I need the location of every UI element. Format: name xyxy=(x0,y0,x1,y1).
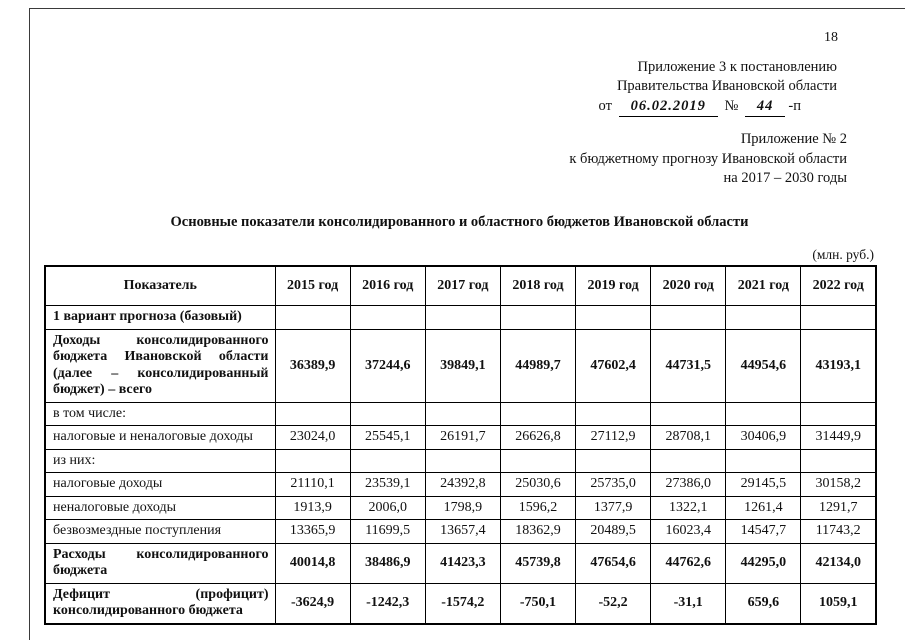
value-cell: -750,1 xyxy=(500,583,575,624)
year-column-header: 2021 год xyxy=(726,266,801,306)
value-cell: 44954,6 xyxy=(726,329,801,402)
value-cell xyxy=(350,449,425,473)
resolution-date-line xyxy=(44,97,801,117)
value-cell: 21110,1 xyxy=(275,473,350,497)
number-suffix-label: -п xyxy=(788,98,801,115)
value-cell: -1574,2 xyxy=(425,583,500,624)
document-title: Основные показатели консолидированного и областного бюджетов Ивановской области xyxy=(170,213,749,230)
value-cell: 1322,1 xyxy=(651,496,726,520)
indicator-label-cell: налоговые доходы xyxy=(45,473,275,497)
value-cell: 44762,6 xyxy=(651,543,726,583)
year-column-header: 2022 год xyxy=(801,266,876,306)
value-cell xyxy=(425,402,500,426)
indicator-label-cell: 1 вариант прогноза (базовый) xyxy=(45,306,275,330)
value-cell: 11699,5 xyxy=(350,520,425,544)
value-cell: 14547,7 xyxy=(726,520,801,544)
value-cell xyxy=(500,449,575,473)
value-cell: -52,2 xyxy=(576,583,651,624)
resolution-number-value: 44 xyxy=(745,97,786,117)
value-cell: 23024,0 xyxy=(275,426,350,450)
year-column-header: 2015 год xyxy=(275,266,350,306)
indicator-label-cell: Дефицит (профицит) консолидированного бюджета xyxy=(45,583,275,624)
indicator-label-cell: безвозмездные поступления xyxy=(45,520,275,544)
appendix-reference-line: к бюджетному прогнозу Ивановской области xyxy=(569,150,847,167)
table-row xyxy=(45,329,876,402)
appendix-reference xyxy=(44,130,905,187)
value-cell xyxy=(726,402,801,426)
resolution-reference-line: Правительства Ивановской области xyxy=(616,78,837,95)
value-cell xyxy=(425,449,500,473)
value-cell xyxy=(275,402,350,426)
table-row xyxy=(45,496,876,520)
value-cell: 26626,8 xyxy=(500,426,575,450)
indicator-column-header: Показатель xyxy=(45,266,275,306)
value-cell: 43193,1 xyxy=(801,329,876,402)
value-cell: 2006,0 xyxy=(350,496,425,520)
value-cell: 1059,1 xyxy=(801,583,876,624)
value-cell xyxy=(500,402,575,426)
table-body xyxy=(45,306,876,624)
date-prefix-label: от xyxy=(598,98,612,115)
value-cell xyxy=(425,306,500,330)
table-row xyxy=(45,426,876,450)
value-cell xyxy=(726,306,801,330)
table-row xyxy=(45,543,876,583)
year-column-header: 2018 год xyxy=(500,266,575,306)
value-cell xyxy=(350,306,425,330)
value-cell xyxy=(801,449,876,473)
value-cell: 26191,7 xyxy=(425,426,500,450)
value-cell: 39849,1 xyxy=(425,329,500,402)
number-sign-label: № xyxy=(724,98,739,115)
value-cell: 25545,1 xyxy=(350,426,425,450)
value-cell xyxy=(275,306,350,330)
resolution-reference-line: Приложение 3 к постановлению xyxy=(637,59,837,75)
indicator-label-cell: неналоговые доходы xyxy=(45,496,275,520)
value-cell xyxy=(651,306,726,330)
year-column-header: 2016 год xyxy=(350,266,425,306)
value-cell: 44989,7 xyxy=(500,329,575,402)
value-cell: 29145,5 xyxy=(726,473,801,497)
value-cell: 31449,9 xyxy=(801,426,876,450)
value-cell: 44731,5 xyxy=(651,329,726,402)
value-cell: 1798,9 xyxy=(425,496,500,520)
value-cell: -1242,3 xyxy=(350,583,425,624)
value-cell xyxy=(576,449,651,473)
value-cell xyxy=(576,306,651,330)
value-cell: 38486,9 xyxy=(350,543,425,583)
value-cell: 1261,4 xyxy=(726,496,801,520)
table-row xyxy=(45,473,876,497)
value-cell: 16023,4 xyxy=(651,520,726,544)
indicator-label-cell: Доходы консолидированного бюджета Ивановской области (далее – консолидированный бюджет) – всего xyxy=(45,329,275,402)
value-cell: 18362,9 xyxy=(500,520,575,544)
table-row xyxy=(45,402,876,426)
indicator-label-cell: в том числе: xyxy=(45,402,275,426)
year-column-header: 2020 год xyxy=(651,266,726,306)
indicator-label-cell: налоговые и неналоговые доходы xyxy=(45,426,275,450)
appendix-reference-line: Приложение № 2 xyxy=(740,131,847,148)
budget-indicators-table xyxy=(44,265,877,625)
value-cell xyxy=(651,402,726,426)
value-cell: 20489,5 xyxy=(576,520,651,544)
table-header-row xyxy=(45,266,876,306)
value-cell: 27386,0 xyxy=(651,473,726,497)
value-cell: 47602,4 xyxy=(576,329,651,402)
value-cell: 30406,9 xyxy=(726,426,801,450)
scan-border-top xyxy=(29,8,905,9)
value-cell: -31,1 xyxy=(651,583,726,624)
value-cell: 11743,2 xyxy=(801,520,876,544)
value-cell xyxy=(651,449,726,473)
value-cell: -3624,9 xyxy=(275,583,350,624)
indicator-label-cell: Расходы консолидированного бюджета xyxy=(45,543,275,583)
value-cell: 44295,0 xyxy=(726,543,801,583)
value-cell: 1291,7 xyxy=(801,496,876,520)
value-cell: 27112,9 xyxy=(576,426,651,450)
value-cell: 36389,9 xyxy=(275,329,350,402)
value-cell xyxy=(801,402,876,426)
resolution-date-value: 06.02.2019 xyxy=(619,97,718,117)
value-cell: 45739,8 xyxy=(500,543,575,583)
value-cell: 25735,0 xyxy=(576,473,651,497)
value-cell: 37244,6 xyxy=(350,329,425,402)
value-cell: 24392,8 xyxy=(425,473,500,497)
table-row xyxy=(45,449,876,473)
value-cell: 25030,6 xyxy=(500,473,575,497)
appendix-reference-line: на 2017 – 2030 годы xyxy=(723,169,847,186)
value-cell: 42134,0 xyxy=(801,543,876,583)
resolution-reference xyxy=(44,58,905,117)
year-column-header: 2019 год xyxy=(576,266,651,306)
value-cell xyxy=(275,449,350,473)
value-cell: 40014,8 xyxy=(275,543,350,583)
value-cell xyxy=(500,306,575,330)
page-number: 18 xyxy=(824,30,838,45)
table-row xyxy=(45,583,876,624)
indicator-label-cell: из них: xyxy=(45,449,275,473)
table-row xyxy=(45,520,876,544)
value-cell: 659,6 xyxy=(726,583,801,624)
value-cell xyxy=(576,402,651,426)
value-cell: 28708,1 xyxy=(651,426,726,450)
scan-border-left xyxy=(29,8,30,640)
value-cell: 1377,9 xyxy=(576,496,651,520)
value-cell: 13365,9 xyxy=(275,520,350,544)
value-cell: 1913,9 xyxy=(275,496,350,520)
value-cell: 13657,4 xyxy=(425,520,500,544)
value-cell: 23539,1 xyxy=(350,473,425,497)
value-cell: 41423,3 xyxy=(425,543,500,583)
units-note: (млн. руб.) xyxy=(812,246,874,262)
value-cell: 1596,2 xyxy=(500,496,575,520)
value-cell: 47654,6 xyxy=(576,543,651,583)
value-cell: 30158,2 xyxy=(801,473,876,497)
value-cell xyxy=(726,449,801,473)
value-cell xyxy=(801,306,876,330)
table-header xyxy=(45,266,876,306)
table-row xyxy=(45,306,876,330)
year-column-header: 2017 год xyxy=(425,266,500,306)
value-cell xyxy=(350,402,425,426)
